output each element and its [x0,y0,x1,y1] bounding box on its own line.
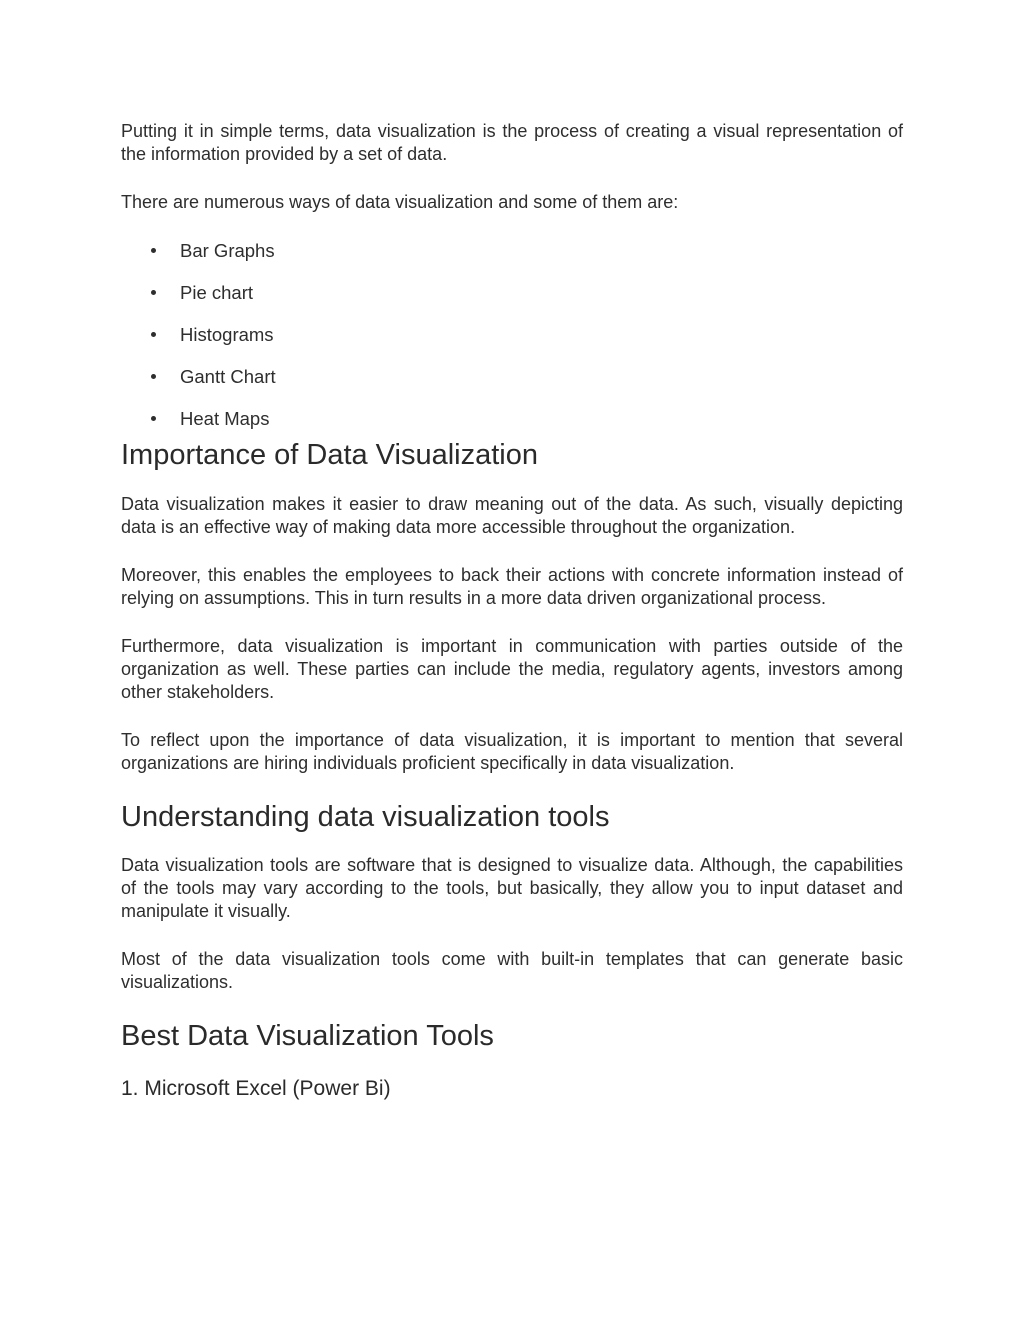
bullet-icon [151,416,156,421]
best-tools-heading: Best Data Visualization Tools [121,1020,494,1052]
understanding-paragraph-2: Most of the data visualization tools come with built-in templates that can generate basic visualizations. [121,949,903,992]
list-item-label: Gantt Chart [180,366,276,387]
list-item-label: Bar Graphs [180,240,275,261]
understanding-paragraph-1: Data visualization tools are software that is designed to visualize data. Although, the capabilities of the tools may vary according to the tools, but basically, they allow you to input dataset and manipulate it visually. [121,855,903,921]
list-item [121,407,903,449]
list-item-label: Histograms [180,324,274,345]
understanding-heading: Understanding data visualization tools [121,801,610,833]
intro-paragraph-1: Putting it in simple terms, data visualization is the process of creating a visual representation of the information provided by a set of data. [121,121,903,164]
importance-paragraph-1: Data visualization makes it easier to draw meaning out of the data. As such, visually depicting data is an effective way of making data more accessible throughout the organization. [121,494,903,537]
list-item [121,365,903,407]
list-item [121,239,903,281]
bullet-icon [151,332,156,337]
document-page [121,120,903,1102]
bullet-icon [151,374,156,379]
importance-heading: Importance of Data Visualization [121,439,538,471]
intro-paragraph-2: There are numerous ways of data visualization and some of them are: [121,192,679,212]
list-item-label: Heat Maps [180,408,270,429]
bullet-icon [151,290,156,295]
best-tools-item-1: 1. Microsoft Excel (Power Bi) [121,1077,391,1100]
list-item-label: Pie chart [180,282,254,303]
bullet-icon [151,248,156,253]
importance-paragraph-4: To reflect upon the importance of data visualization, it is important to mention that several organizations are hiring individuals proficient specifically in data visualization. [121,730,903,773]
list-item [121,323,903,365]
list-item [121,281,903,323]
importance-paragraph-3: Furthermore, data visualization is important in communication with parties outside of the organization as well. These parties can include the media, regulatory agents, investors among other stakeholders. [121,636,903,702]
ways-list [121,239,903,449]
importance-paragraph-2: Moreover, this enables the employees to back their actions with concrete information instead of relying on assumptions. This in turn results in a more data driven organizational process. [121,565,903,608]
